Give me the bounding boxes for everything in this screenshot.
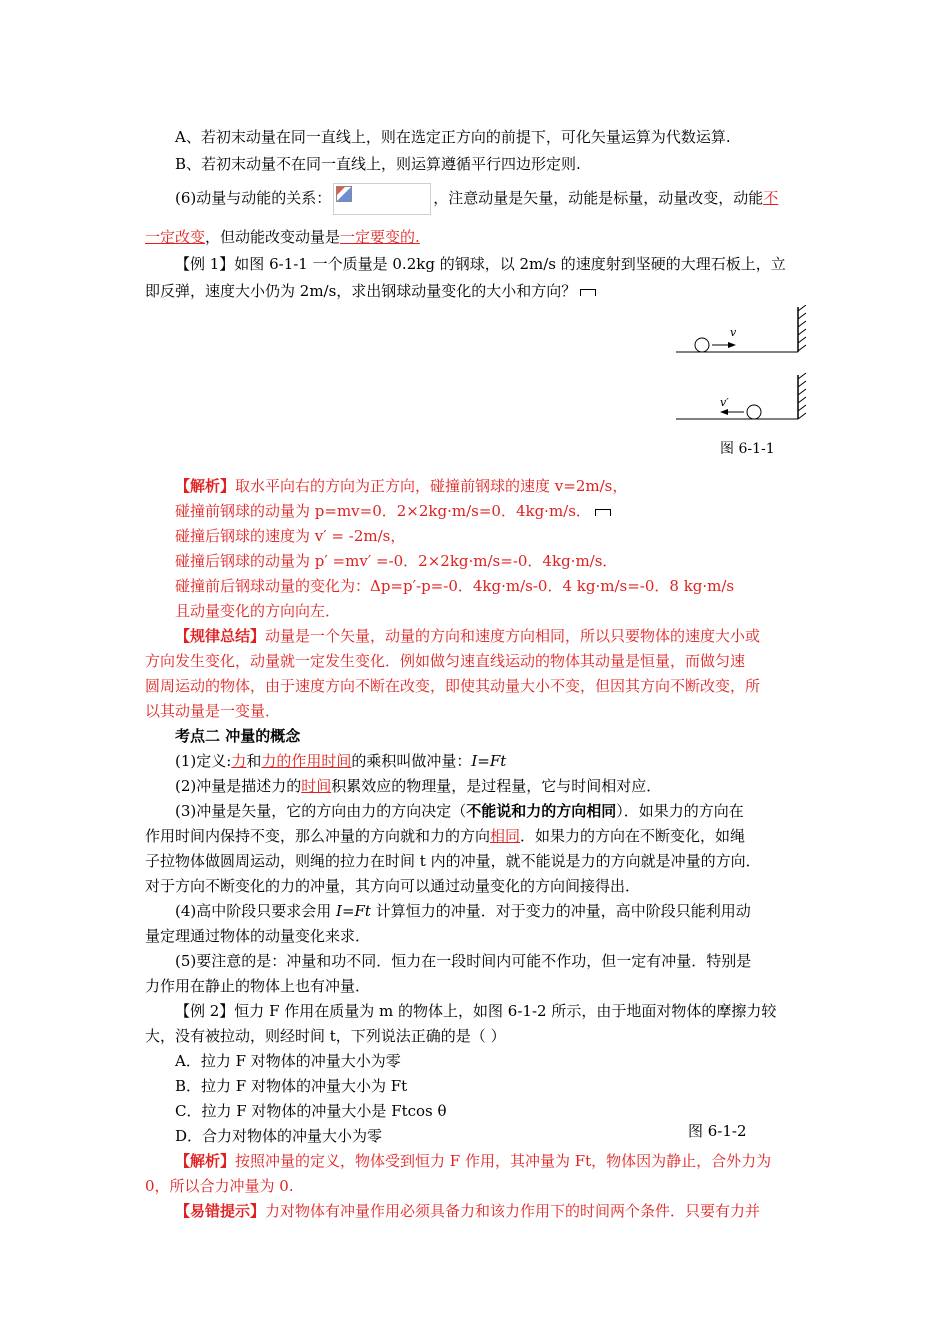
answer-underlined: 不 xyxy=(763,189,779,207)
text-span: ）．如果力的方向在 xyxy=(616,802,744,820)
text-span: (1)定义: xyxy=(175,752,232,770)
text-line: B、若初末动量不在同一直线上，则运算遵循平行四边形定则. xyxy=(175,155,581,173)
formula: I=Ft xyxy=(471,752,507,770)
text-line: 0，所以合力冲量为 0. xyxy=(145,1177,294,1195)
text-line xyxy=(175,1151,771,1171)
broken-image-icon xyxy=(336,186,352,202)
text-span: 积累效应的物理量，是过程量，它与时间相对应． xyxy=(331,777,662,795)
text-line xyxy=(175,626,760,646)
text-line: 【例 1】如图 6-1-1 一个质量是 0.2kg 的钢球，以 2m/s 的速度射到坚硬的大理石板上，立 xyxy=(175,255,786,273)
option-a: A．拉力 F 对物体的冲量大小为零 xyxy=(175,1052,401,1070)
text-span: 动量是一个矢量，动量的方向和速度方向相同，所以只要物体的速度大小或 xyxy=(265,627,761,645)
text-span: 碰撞前钢球的动量为 p=mv=0．2×2kg·m/s=0．4kg·m/s． xyxy=(175,502,591,520)
text-span: 力对物体有冲量作用必须具备力和该力作用下的时间两个条件．只要有力并 xyxy=(265,1202,761,1220)
answer-underlined: 相同 xyxy=(490,827,521,845)
anchor-mark-icon xyxy=(595,509,611,516)
text-line xyxy=(175,751,506,771)
figure-caption: 图 6-1-1 xyxy=(720,441,775,457)
formula-image-placeholder xyxy=(333,183,431,215)
text-span: (4)高中阶段只要求会用 xyxy=(175,902,337,920)
text-line xyxy=(145,227,420,247)
text-line xyxy=(175,776,661,796)
text-span: 的乘积叫做冲量： xyxy=(351,752,472,770)
answer-underlined: 一定改变 xyxy=(145,228,206,246)
text-line xyxy=(175,501,611,521)
option-b: B．拉力 F 对物体的冲量大小为 Ft xyxy=(175,1077,408,1095)
text-span: ，但动能改变动量是 xyxy=(205,228,341,246)
bold-span: 不能说和力的方向相同 xyxy=(466,802,617,820)
text-line xyxy=(145,826,745,846)
text-line: 碰撞后钢球的速度为 v′ = -2m/s， xyxy=(175,527,406,545)
text-line: (5)要注意的是：冲量和功不同．恒力在一段时间内可能不作功，但一定有冲量．特别是 xyxy=(175,952,752,970)
text-span: 和 xyxy=(246,752,262,770)
text-line: 量定理通过物体的动量变化来求． xyxy=(145,927,371,945)
text-line xyxy=(145,281,596,301)
section-heading: 考点二 冲量的概念 xyxy=(175,727,301,745)
text-line xyxy=(175,801,744,821)
text-line: 且动量变化的方向向左． xyxy=(175,602,341,620)
text-span: (2)冲量是描述力的 xyxy=(175,777,302,795)
text-span: ，注意动量是矢量，动能是标量，动量改变，动能 xyxy=(433,189,764,207)
anchor-mark-icon xyxy=(580,289,596,296)
option-d: D．合力对物体的冲量大小为零 xyxy=(175,1127,383,1145)
text-line: 力作用在静止的物体上也有冲量． xyxy=(145,977,371,995)
text-span: 即反弹，速度大小仍为 2m/s，求出钢球动量变化的大小和方向？ xyxy=(145,282,577,300)
text-span: 取水平向右的方向为正方向，碰撞前钢球的速度 v=2m/s， xyxy=(235,477,628,495)
text-line: 圆周运动的物体，由于速度方向不断在改变，即使其动量大小不变，但因其方向不断改变，所 xyxy=(145,677,761,695)
label-tag: 【解析】 xyxy=(175,477,236,495)
steel-ball-diagram xyxy=(672,305,812,425)
text-span: 按照冲量的定义，物体受到恒力 F 作用，其冲量为 Ft，物体因为静止，合外力为 xyxy=(235,1152,772,1170)
text-line xyxy=(175,476,627,496)
text-line: 以其动量是一变量． xyxy=(145,702,281,720)
velocity-label: v′ xyxy=(720,396,729,409)
text-line xyxy=(175,1201,760,1221)
text-span: 作用时间内保持不变，那么冲量的方向就和力的方向 xyxy=(145,827,491,845)
text-line xyxy=(175,901,751,921)
text-line: 方向发生变化，动量就一定发生变化．例如做匀速直线运动的物体其动量是恒量，而做匀速 xyxy=(145,652,746,670)
text-line: 对于方向不断变化的力的冲量，其方向可以通过动量变化的方向间接得出． xyxy=(145,877,641,895)
label-tag: 【解析】 xyxy=(175,1152,236,1170)
velocity-label: v xyxy=(730,326,737,339)
formula: I=Ft xyxy=(336,902,371,920)
text-line: 【例 2】恒力 F 作用在质量为 m 的物体上，如图 6-1-2 所示，由于地面对物体的摩擦力较 xyxy=(175,1002,777,1020)
label-tag: 【易错提示】 xyxy=(175,1202,266,1220)
answer-underlined: 时间 xyxy=(301,777,332,795)
text-line: 大，没有被拉动，则经时间 t，下列说法正确的是（ ） xyxy=(145,1027,506,1045)
figure-6-1-1 xyxy=(672,305,812,425)
answer-underlined: 力 xyxy=(231,752,247,770)
answer-underlined: 一定要变的. xyxy=(340,228,420,246)
text-line: 碰撞后钢球的动量为 p′ =mv′ =-0．2×2kg·m/s=-0．4kg·m/s． xyxy=(175,552,618,570)
answer-underlined: 力的作用时间 xyxy=(261,752,352,770)
option-c: C．拉力 F 对物体的冲量大小是 Ftcos θ xyxy=(175,1102,447,1120)
text-span: (6)动量与动能的关系： xyxy=(175,189,332,207)
text-line: A、若初末动量在同一直线上，则在选定正方向的前提下，可化矢量运算为代数运算. xyxy=(175,128,731,146)
text-line: 子拉物体做圆周运动，则绳的拉力在时间 t 内的冲量，就不能说是力的方向就是冲量的方向． xyxy=(145,852,761,870)
figure-caption: 图 6-1-2 xyxy=(688,1122,747,1140)
text-span: ．如果力的方向在不断变化，如绳 xyxy=(520,827,746,845)
text-line: 碰撞前后钢球动量的变化为：Δp=p′-p=-0．4kg·m/s-0．4 kg·m/s=-0．8 kg·m/s xyxy=(175,577,735,595)
text-span: 计算恒力的冲量．对于变力的冲量，高中阶段只能利用动 xyxy=(370,902,751,920)
label-tag: 【规律总结】 xyxy=(175,627,266,645)
text-span: (3)冲量是矢量，它的方向由力的方向决定（ xyxy=(175,802,467,820)
text-line xyxy=(175,183,778,215)
